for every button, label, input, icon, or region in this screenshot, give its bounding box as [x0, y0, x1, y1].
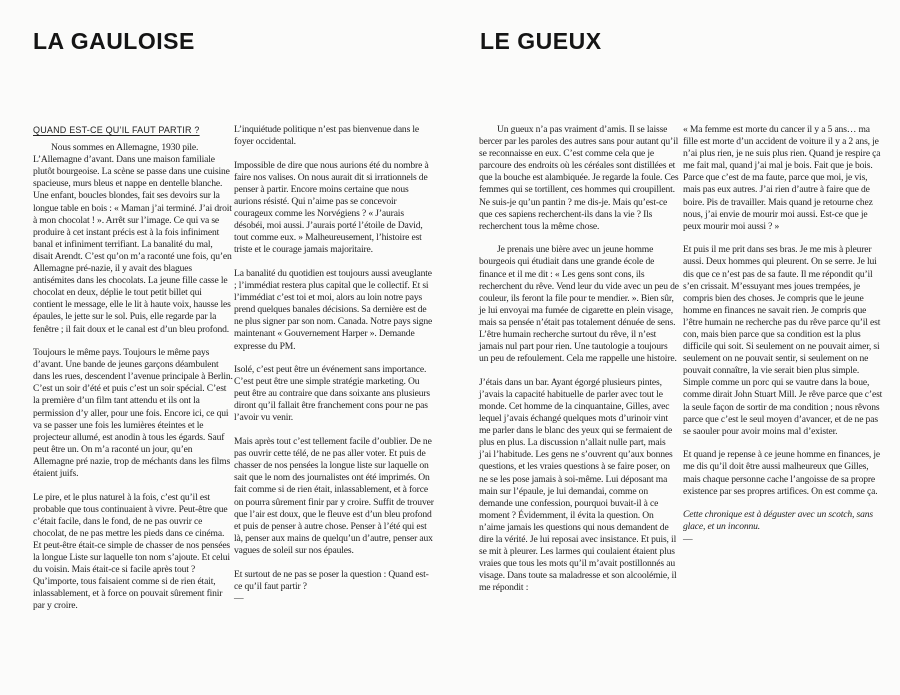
page-title-left: LA GAULOISE [33, 28, 195, 54]
paragraph: J’étais dans un bar. Ayant égorgé plusieurs pintes, j’avais la capacité habituelle de parler avec tout le monde. Cet homme de la cinquantaine, Gilles, avec lequel j’avais échangé quelques mots d’urinoir vint me parler dans le blanc des yeux qui se fermaient de plus en plus. La discussion n’allait nulle part, mais j’ai l’habitude. Les gens ne s’ouvrent qu’aux bonnes questions, et les vraies questions à se faire poser, on ne se les pose jamais à soi-même. Lui déposant ma main sur l’épaule, je lui demandai, comme on demande une confession, pourquoi buvait-il à ce moment ? Évidemment, il évita la question. On n’aime jamais les questions qui nous demandent de dire la vérité. Je lui reposai avec insistance. Et puis, il se mit à pleurer. Les larmes qui coulaient étaient plus vraies que tous les mots qu’il m’avait postillonnés au visage. Dans toute sa maladresse et son alcoolémie, il me répondit : [479, 376, 677, 594]
paragraph: Isolé, c’est peut être un événement sans importance. C’est peut être une simple stratégie marketing. Ou peut être au contraire que dans soixante ans plusieurs diront qu’il fallait être franchement cons pour ne pas l’avoir vu venir. [234, 364, 430, 424]
end-mark: — [234, 593, 244, 605]
column-4 [683, 124, 883, 546]
paragraph: Toujours le même pays. Toujours le même pays d’avant. Une bande de jeunes garçons déambulent dans les rues, descendent l’avenue principale à Berlin. C’est un soir d’été et puis c’est un soir spécial. C’est la première d’un film tant attendu et ils ont la permission d’y aller, pour une fois. Encore ici, ce qui va se passer une fois les lumières éteintes et le projecteur allumé, est anodin à tous les égards. Sauf peut être un. On m’a raconté un jour, qu’en Allemagne pré nazie, trop de méchants dans les films étaient juifs. [33, 347, 233, 480]
paragraph: Et surtout de ne pas se poser la question : Quand est-ce qu’il faut partir ? [234, 568, 429, 592]
paragraph: Mais après tout c’est tellement facile d’oublier. De ne pas ouvrir cette télé, de ne pas aller voter. Et puis de chasser de nos pensées la longue liste sur laquelle on sait que le nom des journalistes ont été imprimés. On fait comme si de rien était, inlassablement, et à force on pourra sûrement finir par y croire. Suffit de trouver que l’air est doux, que le fleuve est d’un bleu profond et puis de penser à autre chose. Penser à l’été qui est là, penser aux mains de quelqu’un d’autre, penser aux vagues de soleil sur nos épaules. [234, 436, 434, 556]
page-title-right: LE GUEUX [480, 28, 602, 54]
paragraph: Un gueux n’a pas vraiment d’amis. Il se laisse bercer par les paroles des autres sans pour autant qu’il se reconnaisse en eux. C’est comme cela que je parcoure des endroits où les céréales sont distillées et que la bouche est alambiquée. Je regarde la foule. Ces femmes qui se tortillent, ces hommes qui croupillent. Ne suis-je qu’un pantin ? me dis-je. Mais qu’est-ce que ces sapiens recherchent-ils dans la vie ? Ils recherchent tous la même chose. [479, 124, 679, 232]
section-heading: QUAND EST-CE QU’IL FAUT PARTIR ? [33, 125, 200, 135]
column-2 [234, 124, 434, 605]
paragraph: Et quand je repense à ce jeune homme en finances, je me dis qu’il doit être aussi malheureux que Gilles, mais chaque personne cache l’angoisse de sa propre existence par ses propres artifices. On est comme ça. [683, 449, 881, 497]
paragraph: Et puis il me prit dans ses bras. Je me mis à pleurer aussi. Deux hommes qui pleurent. On se serre. Je lui dis que ce n’est pas de sa faute. Il me répondit qu’il s’en crissait. M’essuyant mes joues trempées, je compris bien des choses. Je compris que le jeune homme en finances ne savait rien. Je compris que l’être humain ne recherche pas du rêve parce qu’il est con, mais bien parce que sa condition est la plus difficile qui soit. Si seulement on ne pouvait aimer, si seulement on ne pouvait sentir, si seulement on ne pouvait connaître, la vie serait bien plus simple. Simple comme un porc qui se vautre dans la boue, comme dirait John Stuart Mill. Je rêve parce que c’est la seule façon de sortir de ma condition ; nous rêvons parce que c’est le seul moyen d’avancer, et de ne pas se saouler pour avoir moins mal d’exister. [683, 244, 883, 437]
paragraph: Je prenais une bière avec un jeune homme bourgeois qui étudiait dans une grande école de finance et il me dit : « Les gens sont cons, ils recherchent du rêve. Vend leur du vide avec un peu de couleur, ils feront la file pour te mendier. ». Bien sûr, je lui envoyai ma fumée de cigarette en plein visage, mais sa pensée n’était pas totalement dénuée de sens. L’être humain recherche surtout du rêve, il n’est jamais nul part pour rien. Une tautologie a toujours un peu de refoulement. Cela me rappelle une histoire. [479, 244, 679, 365]
column-1 [33, 124, 233, 624]
paragraph: Le pire, et le plus naturel à la fois, c’est qu’il est probable que tous continuaient à vivre. Peut-être que c’était facile, dans le fond, de ne pas ouvrir ce chocolat, de ne pas mettre les pieds dans ce cinéma. Et peut-être était-ce simple de chasser de nos pensées la longue Liste sur laquelle ton nom s’ajoute. Et celui du voisin. Mais était-ce si facile après tout ? Qu’importe, tous faisaient comme si de rien était, inlassablement, et à force on pouvait sûrement finir par y croire. [33, 491, 231, 612]
column-3 [479, 124, 679, 606]
paragraph: La banalité du quotidien est toujours aussi aveuglante ; l’immédiat restera plus capital que le collectif. Et si l’immédiat c’est toi et moi, alors au loin notre pays prend quelques banales décisions. Sa dernière est de ne plus signer par son nom. Canada. Notre pays signe maintenant « Gouvernement Harper ». Demande expresse du PM. [234, 267, 433, 352]
paragraph: « Ma femme est morte du cancer il y a 5 ans… ma fille est morte d’un accident de voiture il y a 2 ans, je n’ai plus rien, je ne suis plus rien. Quand je respire ça me fait mal, quand j’ai mal je bois. Fait que je bois. Parce que c’est de ma faute, parce que moi, je vis, mais pas eux autres. J’ai rien d’autre à faire que de boire. Pis de travailler. Mais quand je retourne chez nous, j’ai envie de mourir moi aussi. Est-ce que je peux mourir moi aussi ? » [683, 124, 881, 232]
signoff: Cette chronique est à déguster avec un scotch, sans glace, et un inconnu. [683, 509, 873, 533]
paragraph: Nous sommes en Allemagne, 1930 pile. L’Allemagne d’avant. Dans une maison familiale plutôt bourgeoise. La scène se passe dans une cuisine spacieuse, murs bleus et nappe en dentelle blanche. Une enfant, boucles blondes, fait ses devoirs sur la longue table en bois : « Maman j’ai terminé. J’ai droit à mon chocolat ! ». Arrêt sur l’image. Ce qui va se produire à cet instant précis est à la fois infiniment banal et infiniment terrifiant. La banalité du mal, disait Arendt. C’est qu’on m’a raconté une fois, qu’en Allemagne pré-nazie, il y avait des blagues antisémites dans les chocolats. La jeune fille casse le chocolat en deux, déplie le tout petit billet qui contient le message, elle le lit à haute voix, hausse les épaules, le jette sur le sol. Puis, elle regarde par la fenêtre ; il fait doux et le canal est d’un bleu profond. [33, 142, 232, 335]
paragraph: L’inquiétude politique n’est pas bienvenue dans le foyer occidental. [234, 124, 420, 148]
end-mark: — [683, 533, 693, 545]
paragraph: Impossible de dire que nous aurions été du nombre à faire nos valises. On nous aurait dit si irrationnels de penser à partir. Encore moins certaine que nous aurions résisté. Qui n’aime pas se concevoir courageux comme les Norvégiens ? « J’aurais désobéi, moi aussi. J’aurais porté l’étoile de David, tout comme eux. » Malheureusement, l’histoire est triste et le courage jamais majoritaire. [234, 159, 429, 256]
